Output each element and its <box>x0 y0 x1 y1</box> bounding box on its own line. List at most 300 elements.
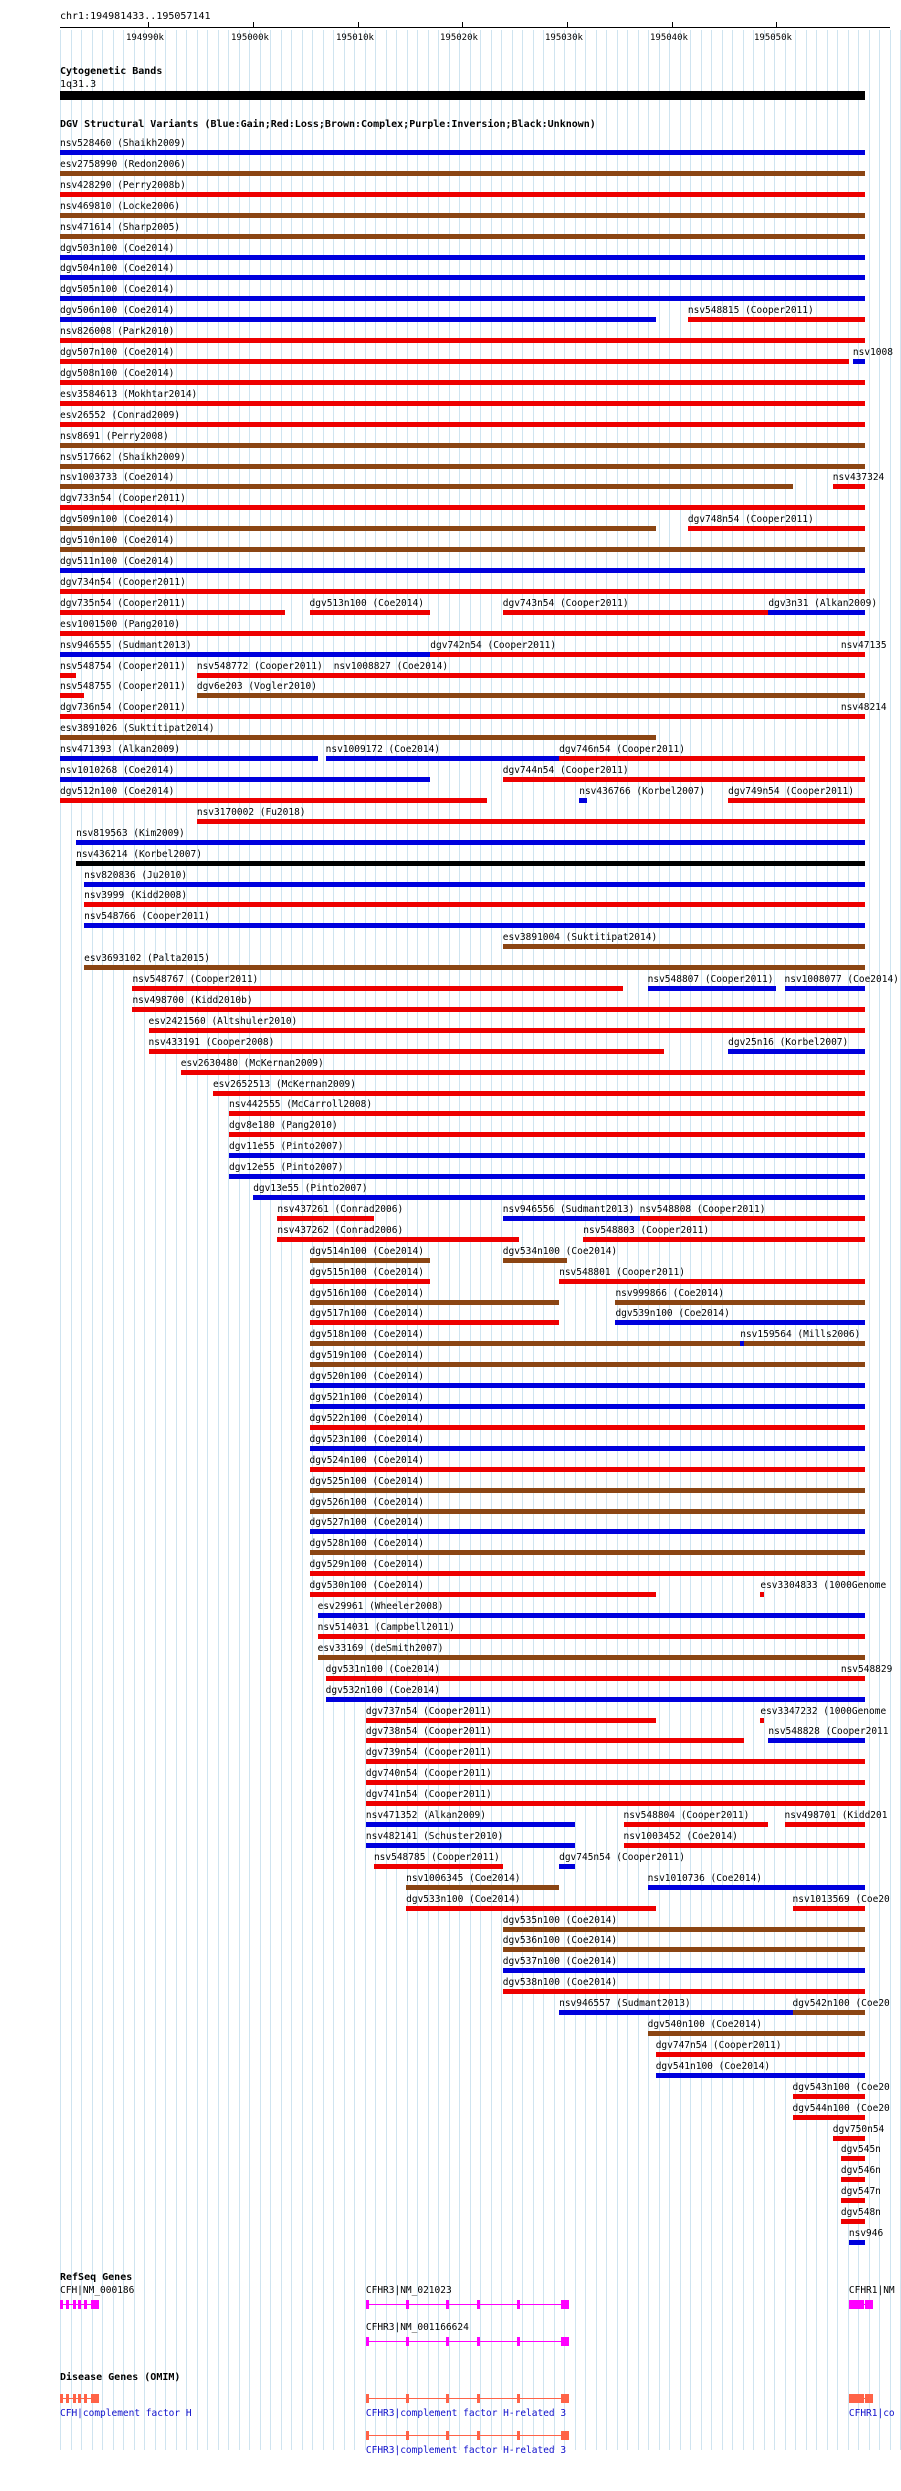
variant-label[interactable]: nsv428290 (Perry2008b) <box>60 179 186 191</box>
variant-label[interactable]: dgv518n100 (Coe2014) <box>309 1329 424 1341</box>
variant-bar[interactable] <box>326 1697 865 1702</box>
variant-bar[interactable] <box>760 1592 764 1597</box>
variant-label[interactable]: nsv442555 (McCarroll2008) <box>229 1099 373 1111</box>
variant-bar[interactable] <box>793 1906 865 1911</box>
variant-label[interactable]: dgv505n100 (Coe2014) <box>60 284 175 296</box>
variant-bar[interactable] <box>656 2073 865 2078</box>
variant-bar[interactable] <box>503 1216 640 1221</box>
variant-bar[interactable] <box>132 986 623 991</box>
variant-bar[interactable] <box>60 756 318 761</box>
variant-label[interactable]: dgv736n54 (Cooper2011) <box>60 702 186 714</box>
variant-bar[interactable] <box>841 652 865 657</box>
variant-bar[interactable] <box>648 1885 865 1890</box>
variant-bar[interactable] <box>656 2052 865 2057</box>
variant-label[interactable]: dgv526n100 (Coe2014) <box>309 1496 424 1508</box>
variant-label[interactable]: dgv8e180 (Pang2010) <box>229 1120 338 1132</box>
refseq-gene-label[interactable]: CFHR1|NM <box>848 2285 895 2296</box>
variant-label[interactable]: dgv510n100 (Coe2014) <box>60 535 175 547</box>
variant-label[interactable]: dgv517n100 (Coe2014) <box>309 1308 424 1320</box>
variant-bar[interactable] <box>310 1383 865 1388</box>
variant-label[interactable]: dgv514n100 (Coe2014) <box>309 1245 424 1257</box>
variant-bar[interactable] <box>841 2156 865 2161</box>
variant-label[interactable]: esv3584613 (Mokhtar2014) <box>60 388 198 400</box>
variant-label[interactable]: dgv733n54 (Cooper2011) <box>60 493 186 505</box>
variant-bar[interactable] <box>60 777 430 782</box>
variant-label[interactable]: dgv512n100 (Coe2014) <box>60 785 175 797</box>
variant-label[interactable]: nsv548815 (Cooper2011) <box>687 305 814 317</box>
variant-label[interactable]: dgv741n54 (Cooper2011) <box>365 1789 492 1801</box>
variant-bar[interactable] <box>768 610 865 615</box>
variant-label[interactable]: nsv1003452 (Coe2014) <box>623 1830 738 1842</box>
variant-label[interactable]: nsv1010736 (Coe2014) <box>647 1872 763 1884</box>
variant-label[interactable]: nsv437324 <box>832 472 885 484</box>
variant-label[interactable]: dgv542n100 (Coe20 <box>792 1998 890 2010</box>
variant-label[interactable]: nsv548828 (Cooper2011 <box>768 1726 889 1738</box>
variant-bar[interactable] <box>277 1216 374 1221</box>
variant-label[interactable]: dgv13e55 (Pinto2007) <box>253 1183 368 1194</box>
variant-bar[interactable] <box>841 2177 865 2182</box>
variant-label[interactable]: esv3304833 (1000Genome <box>760 1580 887 1592</box>
omim-gene-model[interactable] <box>366 2435 567 2436</box>
variant-label[interactable]: dgv750n54 <box>832 2123 885 2135</box>
variant-label[interactable]: dgv504n100 (Coe2014) <box>60 263 175 275</box>
variant-bar[interactable] <box>648 2031 865 2036</box>
variant-label[interactable]: dgv528n100 (Coe2014) <box>309 1538 424 1550</box>
variant-label[interactable]: dgv525n100 (Coe2014) <box>309 1475 424 1487</box>
variant-label[interactable]: nsv471614 (Sharp2005) <box>60 221 181 233</box>
variant-bar[interactable] <box>60 589 865 594</box>
refseq-gene-label[interactable]: CFHR3|NM_001166624 <box>365 2322 469 2333</box>
variant-label[interactable]: dgv532n100 (Coe2014) <box>325 1684 441 1696</box>
variant-label[interactable]: dgv521n100 (Coe2014) <box>309 1392 424 1403</box>
variant-bar[interactable] <box>60 275 865 280</box>
locus-label[interactable]: chr1:194981433..195057141 <box>60 11 211 22</box>
variant-bar[interactable] <box>310 1571 865 1576</box>
variant-label[interactable]: esv33169 (deSmith2007) <box>317 1642 444 1654</box>
variant-label[interactable]: dgv11e55 (Pinto2007) <box>229 1141 344 1153</box>
variant-label[interactable]: dgv748n54 (Cooper2011) <box>687 514 814 526</box>
variant-bar[interactable] <box>318 1655 865 1660</box>
cytoband-bar[interactable] <box>60 91 865 100</box>
variant-bar[interactable] <box>853 359 865 364</box>
variant-label[interactable]: dgv522n100 (Coe2014) <box>309 1412 424 1424</box>
variant-bar[interactable] <box>785 986 866 991</box>
variant-label[interactable]: dgv508n100 (Coe2014) <box>60 367 175 379</box>
variant-bar[interactable] <box>615 1300 865 1305</box>
variant-label[interactable]: esv2758990 (Redon2006) <box>60 158 186 170</box>
variant-bar[interactable] <box>181 1070 865 1075</box>
variant-label[interactable]: dgv511n100 (Coe2014) <box>60 556 175 567</box>
variant-label[interactable]: dgv527n100 (Coe2014) <box>309 1517 424 1529</box>
variant-bar[interactable] <box>768 1738 865 1743</box>
variant-bar[interactable] <box>579 798 587 803</box>
variant-bar[interactable] <box>310 1279 431 1284</box>
omim-gene-model[interactable] <box>60 2398 92 2399</box>
variant-label[interactable]: dgv533n100 (Coe2014) <box>406 1893 521 1905</box>
omim-gene-model[interactable] <box>366 2398 567 2399</box>
variant-bar[interactable] <box>60 505 865 510</box>
variant-label[interactable]: dgv546n <box>840 2165 881 2177</box>
variant-bar[interactable] <box>60 547 865 552</box>
variant-label[interactable]: dgv12e55 (Pinto2007) <box>229 1162 344 1174</box>
variant-label[interactable]: esv26552 (Conrad2009) <box>60 409 181 421</box>
variant-bar[interactable] <box>793 2115 865 2120</box>
variant-bar[interactable] <box>132 1007 865 1012</box>
variant-label[interactable]: nsv548755 (Cooper2011) <box>60 681 186 693</box>
variant-bar[interactable] <box>841 2198 865 2203</box>
variant-label[interactable]: dgv519n100 (Coe2014) <box>309 1350 424 1362</box>
variant-label[interactable]: nsv517662 (Shaikh2009) <box>60 451 186 463</box>
variant-bar[interactable] <box>793 2010 865 2015</box>
variant-bar[interactable] <box>60 171 865 176</box>
variant-label[interactable]: esv2652513 (McKernan2009) <box>212 1078 356 1090</box>
variant-bar[interactable] <box>310 1446 865 1451</box>
variant-label[interactable]: esv3891004 (Suktitipat2014) <box>502 932 658 944</box>
variant-bar[interactable] <box>310 1341 865 1346</box>
dgv-track-title[interactable]: DGV Structural Variants (Blue:Gain;Red:Loss;Brown:Complex;Purple:Inversion;Black:Unknown) <box>60 119 596 130</box>
variant-label[interactable]: dgv743n54 (Cooper2011) <box>502 597 629 609</box>
variant-label[interactable]: dgv747n54 (Cooper2011) <box>655 2039 782 2051</box>
variant-label[interactable]: esv2630480 (McKernan2009) <box>180 1057 324 1069</box>
variant-label[interactable]: dgv25n16 (Korbel2007) <box>728 1036 849 1048</box>
variant-bar[interactable] <box>60 631 865 636</box>
variant-label[interactable]: dgv749n54 (Cooper2011) <box>728 785 854 797</box>
cytoband-track-title[interactable]: Cytogenetic Bands <box>60 66 163 77</box>
variant-bar[interactable] <box>624 1822 769 1827</box>
variant-label[interactable]: nsv946557 (Sudmant2013) <box>559 1998 691 2010</box>
variant-bar[interactable] <box>229 1111 865 1116</box>
variant-bar[interactable] <box>84 902 865 907</box>
variant-bar[interactable] <box>310 1300 560 1305</box>
variant-bar[interactable] <box>688 317 865 322</box>
variant-bar[interactable] <box>318 1634 865 1639</box>
variant-bar[interactable] <box>640 1216 865 1221</box>
variant-label[interactable]: dgv536n100 (Coe2014) <box>502 1935 618 1947</box>
variant-bar[interactable] <box>60 422 865 427</box>
variant-bar[interactable] <box>310 1425 865 1430</box>
variant-label[interactable]: nsv999866 (Coe2014) <box>615 1287 725 1299</box>
variant-bar[interactable] <box>760 1718 764 1723</box>
variant-label[interactable]: dgv548n <box>840 2207 881 2219</box>
variant-bar[interactable] <box>841 714 865 719</box>
variant-bar[interactable] <box>503 1927 865 1932</box>
variant-bar[interactable] <box>197 693 865 698</box>
variant-bar[interactable] <box>366 1822 575 1827</box>
variant-label[interactable]: nsv3170002 (Fu2018) <box>196 806 306 818</box>
variant-bar[interactable] <box>60 568 865 573</box>
variant-label[interactable]: dgv742n54 (Cooper2011) <box>430 639 557 651</box>
variant-label[interactable]: nsv1008077 (Coe2014) <box>784 974 899 985</box>
variant-bar[interactable] <box>310 1550 865 1555</box>
variant-bar[interactable] <box>366 1718 656 1723</box>
variant-label[interactable]: esv3891026 (Suktitipat2014) <box>60 723 215 735</box>
variant-label[interactable]: dgv530n100 (Coe2014) <box>309 1580 424 1592</box>
variant-bar[interactable] <box>213 1091 865 1096</box>
variant-bar[interactable] <box>60 610 285 615</box>
variant-label[interactable]: esv29961 (Wheeler2008) <box>317 1601 444 1612</box>
variant-bar[interactable] <box>60 234 865 239</box>
variant-label[interactable]: esv1001500 (Pang2010) <box>60 618 181 630</box>
omim-gene-label[interactable]: CFHR1|co <box>848 2408 895 2419</box>
variant-bar[interactable] <box>229 1174 865 1179</box>
variant-bar[interactable] <box>149 1028 865 1033</box>
variant-bar[interactable] <box>583 1237 865 1242</box>
variant-label[interactable]: dgv520n100 (Coe2014) <box>309 1371 424 1383</box>
variant-bar[interactable] <box>624 1843 866 1848</box>
variant-bar[interactable] <box>833 2136 865 2141</box>
variant-label[interactable]: nsv436214 (Korbel2007) <box>76 848 202 860</box>
variant-label[interactable]: nsv946 <box>848 2228 884 2239</box>
variant-label[interactable]: dgv537n100 (Coe2014) <box>502 1956 618 1968</box>
variant-label[interactable]: dgv544n100 (Coe20 <box>792 2102 890 2114</box>
variant-label[interactable]: nsv548772 (Cooper2011) <box>196 660 323 672</box>
variant-label[interactable]: nsv548785 (Cooper2011) <box>373 1851 500 1863</box>
variant-bar[interactable] <box>615 1320 865 1325</box>
variant-label[interactable]: nsv1006345 (Coe2014) <box>406 1872 521 1884</box>
variant-label[interactable]: nsv548767 (Cooper2011) <box>132 974 259 985</box>
variant-label[interactable]: nsv1008827 (Coe2014) <box>333 660 449 672</box>
variant-label[interactable]: nsv433191 (Cooper2008) <box>148 1036 275 1048</box>
variant-bar[interactable] <box>841 2219 865 2224</box>
variant-label[interactable]: nsv820836 (Ju2010) <box>84 869 188 881</box>
variant-bar[interactable] <box>503 777 865 782</box>
variant-bar[interactable] <box>366 1843 575 1848</box>
variant-bar[interactable] <box>60 338 865 343</box>
variant-bar[interactable] <box>149 1049 664 1054</box>
variant-bar[interactable] <box>503 1258 567 1263</box>
variant-label[interactable]: nsv548807 (Cooper2011) <box>647 974 774 985</box>
variant-bar[interactable] <box>60 150 865 155</box>
variant-bar[interactable] <box>60 735 656 740</box>
refseq-track-title[interactable]: RefSeq Genes <box>60 2272 133 2283</box>
variant-label[interactable]: dgv506n100 (Coe2014) <box>60 305 175 317</box>
variant-bar[interactable] <box>785 1822 866 1827</box>
variant-bar[interactable] <box>76 861 865 866</box>
variant-label[interactable]: dgv6e203 (Vogler2010) <box>196 681 317 693</box>
refseq-gene-model[interactable] <box>366 2304 567 2305</box>
variant-label[interactable]: dgv543n100 (Coe20 <box>792 2081 890 2093</box>
variant-label[interactable]: dgv541n100 (Coe2014) <box>655 2060 771 2072</box>
variant-bar[interactable] <box>84 923 865 928</box>
variant-label[interactable]: dgv740n54 (Cooper2011) <box>365 1768 492 1780</box>
variant-bar[interactable] <box>406 1885 559 1890</box>
variant-bar[interactable] <box>60 798 487 803</box>
variant-bar[interactable] <box>60 443 865 448</box>
variant-label[interactable]: esv2421560 (Altshuler2010) <box>148 1015 298 1027</box>
variant-label[interactable]: nsv548804 (Cooper2011) <box>623 1810 750 1821</box>
variant-bar[interactable] <box>559 2010 792 2015</box>
variant-label[interactable]: nsv48214 <box>840 702 887 714</box>
variant-bar[interactable] <box>334 673 865 678</box>
variant-label[interactable]: dgv545n <box>840 2144 881 2156</box>
variant-bar[interactable] <box>60 192 865 197</box>
variant-label[interactable]: dgv513n100 (Coe2014) <box>309 597 424 609</box>
variant-label[interactable]: nsv498701 (Kidd201 <box>784 1810 888 1821</box>
variant-label[interactable]: nsv471393 (Alkan2009) <box>60 744 181 756</box>
variant-bar[interactable] <box>60 296 865 301</box>
variant-label[interactable]: nsv826008 (Park2010) <box>60 326 175 338</box>
variant-bar[interactable] <box>229 1132 865 1137</box>
variant-label[interactable]: nsv471352 (Alkan2009) <box>365 1810 486 1821</box>
variant-label[interactable]: nsv528460 (Shaikh2009) <box>60 138 186 149</box>
variant-label[interactable]: nsv1010268 (Coe2014) <box>60 765 175 776</box>
variant-bar[interactable] <box>366 1759 865 1764</box>
variant-bar[interactable] <box>849 2240 865 2245</box>
variant-bar[interactable] <box>503 610 769 615</box>
variant-bar[interactable] <box>310 1258 431 1263</box>
variant-bar[interactable] <box>366 1738 744 1743</box>
refseq-gene-label[interactable]: CFHR3|NM_021023 <box>365 2285 452 2296</box>
omim-gene-label[interactable]: CFHR3|complement factor H-related 3 <box>365 2445 567 2456</box>
variant-bar[interactable] <box>559 1279 865 1284</box>
variant-label[interactable]: nsv946555 (Sudmant2013) <box>60 639 192 651</box>
variant-bar[interactable] <box>841 1676 865 1681</box>
variant-label[interactable]: dgv744n54 (Cooper2011) <box>502 765 629 776</box>
variant-bar[interactable] <box>430 652 841 657</box>
variant-label[interactable]: esv3347232 (1000Genome <box>760 1705 887 1717</box>
variant-bar[interactable] <box>76 840 865 845</box>
variant-bar[interactable] <box>310 1592 656 1597</box>
variant-bar[interactable] <box>310 1320 560 1325</box>
variant-label[interactable]: dgv539n100 (Coe2014) <box>615 1308 730 1320</box>
variant-label[interactable]: nsv436766 (Korbel2007) <box>579 785 706 797</box>
variant-label[interactable]: dgv547n <box>840 2186 881 2198</box>
variant-label[interactable]: dgv523n100 (Coe2014) <box>309 1433 424 1445</box>
variant-label[interactable]: nsv1013569 (Coe20 <box>792 1893 890 1905</box>
variant-label[interactable]: nsv3999 (Kidd2008) <box>84 890 188 902</box>
omim-gene-label[interactable]: CFHR3|complement factor H-related 3 <box>365 2408 567 2419</box>
variant-label[interactable]: nsv498700 (Kidd2010b) <box>132 994 253 1006</box>
variant-bar[interactable] <box>503 1968 865 1973</box>
variant-label[interactable]: nsv1009172 (Coe2014) <box>325 744 441 756</box>
variant-bar[interactable] <box>197 673 334 678</box>
variant-bar[interactable] <box>60 359 849 364</box>
variant-label[interactable]: nsv946556 (Sudmant2013) <box>502 1203 635 1215</box>
variant-bar[interactable] <box>310 610 431 615</box>
variant-label[interactable]: dgv540n100 (Coe2014) <box>647 2019 763 2030</box>
variant-label[interactable]: nsv47135 <box>840 639 887 651</box>
variant-bar[interactable] <box>60 714 841 719</box>
variant-bar[interactable] <box>366 1801 865 1806</box>
variant-bar[interactable] <box>197 819 865 824</box>
variant-label[interactable]: nsv548829 <box>840 1663 893 1675</box>
variant-bar[interactable] <box>60 526 656 531</box>
variant-bar[interactable] <box>60 255 865 260</box>
variant-label[interactable]: nsv548754 (Cooper2011) <box>60 660 186 672</box>
variant-bar[interactable] <box>366 1780 865 1785</box>
variant-bar[interactable] <box>728 1049 865 1054</box>
refseq-gene-label[interactable]: CFH|NM_000186 <box>60 2285 135 2296</box>
variant-label[interactable]: nsv548766 (Cooper2011) <box>84 911 210 923</box>
variant-bar[interactable] <box>310 1404 865 1409</box>
variant-label[interactable]: dgv738n54 (Cooper2011) <box>365 1726 492 1738</box>
variant-bar[interactable] <box>326 1676 841 1681</box>
variant-bar[interactable] <box>793 2094 865 2099</box>
variant-bar[interactable] <box>310 1467 865 1472</box>
variant-label[interactable]: dgv507n100 (Coe2014) <box>60 347 175 358</box>
variant-bar[interactable] <box>559 1864 575 1869</box>
variant-bar[interactable] <box>326 756 559 761</box>
variant-bar[interactable] <box>559 756 865 761</box>
variant-label[interactable]: nsv548803 (Cooper2011) <box>583 1224 710 1236</box>
variant-bar[interactable] <box>318 1613 865 1618</box>
variant-bar[interactable] <box>84 965 865 970</box>
variant-bar[interactable] <box>60 652 430 657</box>
variant-label[interactable]: dgv534n100 (Coe2014) <box>502 1245 618 1257</box>
variant-label[interactable]: nsv548808 (Cooper2011) <box>639 1203 766 1215</box>
variant-bar[interactable] <box>503 944 865 949</box>
variant-label[interactable]: dgv529n100 (Coe2014) <box>309 1559 424 1571</box>
variant-bar[interactable] <box>60 401 865 406</box>
variant-bar[interactable] <box>406 1906 656 1911</box>
variant-label[interactable]: dgv745n54 (Cooper2011) <box>559 1851 685 1863</box>
variant-label[interactable]: dgv735n54 (Cooper2011) <box>60 597 186 609</box>
variant-label[interactable]: nsv1008 <box>852 347 893 358</box>
variant-label[interactable]: dgv516n100 (Coe2014) <box>309 1287 424 1299</box>
variant-bar[interactable] <box>60 464 865 469</box>
variant-label[interactable]: dgv509n100 (Coe2014) <box>60 514 175 526</box>
variant-label[interactable]: dgv739n54 (Cooper2011) <box>365 1747 492 1759</box>
variant-bar[interactable] <box>374 1864 503 1869</box>
variant-bar[interactable] <box>740 1341 744 1346</box>
variant-label[interactable]: nsv819563 (Kim2009) <box>76 827 185 839</box>
variant-label[interactable]: nsv482141 (Schuster2010) <box>365 1830 504 1842</box>
variant-label[interactable]: nsv437262 (Conrad2006) <box>277 1224 404 1236</box>
variant-bar[interactable] <box>84 882 865 887</box>
variant-label[interactable]: dgv737n54 (Cooper2011) <box>365 1705 492 1717</box>
variant-label[interactable]: dgv746n54 (Cooper2011) <box>559 744 685 756</box>
variant-bar[interactable] <box>728 798 865 803</box>
variant-bar[interactable] <box>688 526 865 531</box>
variant-label[interactable]: nsv514031 (Campbell2011) <box>317 1621 455 1633</box>
variant-label[interactable]: dgv524n100 (Coe2014) <box>309 1454 424 1466</box>
omim-track-title[interactable]: Disease Genes (OMIM) <box>60 2372 181 2383</box>
variant-label[interactable]: dgv3n31 (Alkan2009) <box>768 597 878 609</box>
variant-label[interactable]: nsv548801 (Cooper2011) <box>559 1266 685 1278</box>
variant-bar[interactable] <box>503 1989 865 1994</box>
variant-bar[interactable] <box>310 1529 865 1534</box>
variant-bar[interactable] <box>833 484 865 489</box>
variant-bar[interactable] <box>60 380 865 385</box>
variant-bar[interactable] <box>60 213 865 218</box>
variant-label[interactable]: dgv535n100 (Coe2014) <box>502 1914 618 1926</box>
variant-bar[interactable] <box>503 1947 865 1952</box>
variant-bar[interactable] <box>60 693 84 698</box>
variant-bar[interactable] <box>310 1509 865 1514</box>
variant-label[interactable]: dgv734n54 (Cooper2011) <box>60 576 186 588</box>
variant-label[interactable]: nsv437261 (Conrad2006) <box>277 1203 404 1215</box>
refseq-gene-model[interactable] <box>60 2304 92 2305</box>
variant-label[interactable]: dgv503n100 (Coe2014) <box>60 242 175 254</box>
variant-label[interactable]: esv3693102 (Palta2015) <box>84 953 210 965</box>
variant-label[interactable]: nsv1003733 (Coe2014) <box>60 472 175 484</box>
omim-gene-label[interactable]: CFH|complement factor H <box>60 2408 192 2419</box>
variant-label[interactable]: nsv159564 (Mills2006) <box>740 1329 861 1341</box>
variant-bar[interactable] <box>253 1195 865 1200</box>
variant-bar[interactable] <box>60 317 656 322</box>
variant-bar[interactable] <box>229 1153 865 1158</box>
variant-label[interactable]: dgv538n100 (Coe2014) <box>502 1977 618 1989</box>
variant-label[interactable]: nsv469810 (Locke2006) <box>60 200 181 212</box>
variant-label[interactable]: nsv8691 (Perry2008) <box>60 430 169 442</box>
variant-label[interactable]: dgv515n100 (Coe2014) <box>309 1266 424 1278</box>
variant-label[interactable]: dgv531n100 (Coe2014) <box>325 1663 441 1675</box>
variant-bar[interactable] <box>310 1362 865 1367</box>
variant-bar[interactable] <box>648 986 777 991</box>
variant-bar[interactable] <box>60 484 793 489</box>
variant-bar[interactable] <box>310 1488 865 1493</box>
variant-bar[interactable] <box>277 1237 519 1242</box>
